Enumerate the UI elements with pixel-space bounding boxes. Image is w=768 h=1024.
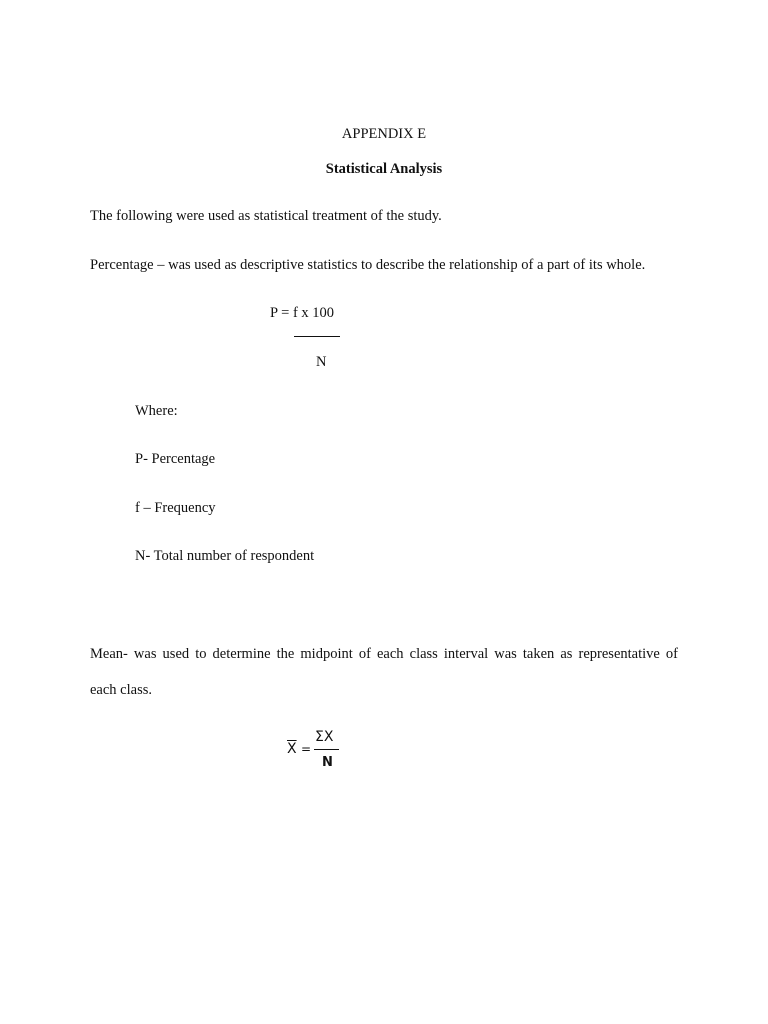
definition-frequency: f – Frequency — [135, 500, 216, 516]
definition-total-respondents: N- Total number of respondent — [135, 548, 315, 564]
intro-paragraph: The following were used as statistical treatment of the study. — [90, 208, 442, 224]
mean-fraction-bar — [314, 749, 339, 750]
definition-percentage: P- Percentage — [135, 451, 216, 467]
appendix-title: APPENDIX E — [341, 126, 427, 142]
mean-description-line-1: Mean- was used to determine the midpoint of each class interval was taken as representative of — [90, 646, 678, 662]
percentage-formula-numerator: P = f x 100 — [270, 305, 335, 321]
mean-description-line-2: each class. — [90, 682, 152, 698]
percentage-description: Percentage – was used as descriptive statistics to describe the relationship of a part of its whole. — [90, 257, 646, 273]
mean-formula-denominator: N — [322, 755, 333, 770]
percentage-fraction-bar — [294, 336, 340, 337]
mean-formula-numerator: ΣX — [315, 729, 334, 745]
where-label: Where: — [135, 403, 178, 419]
percentage-formula-denominator: N — [316, 354, 327, 370]
mean-x-bar-symbol: $\overline{X}$ — [287, 741, 297, 757]
mean-equals-sign: = — [301, 742, 312, 756]
mean-formula — [287, 728, 343, 774]
section-title: Statistical Analysis — [325, 161, 443, 177]
